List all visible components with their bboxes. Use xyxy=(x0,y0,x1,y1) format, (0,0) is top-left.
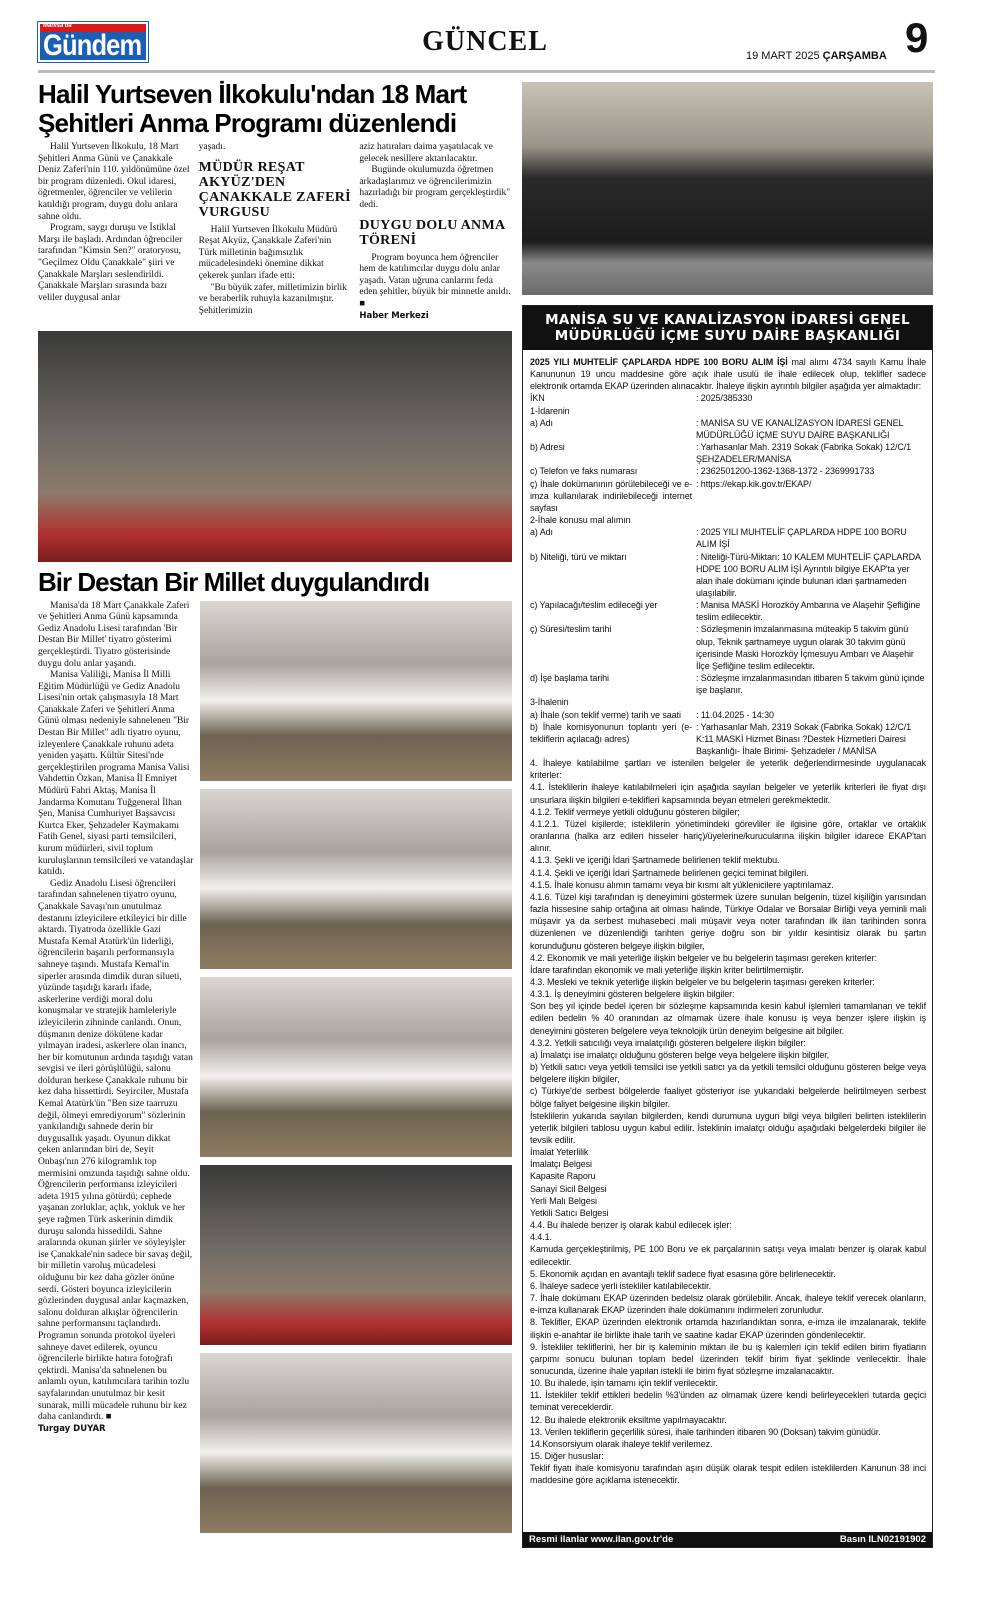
paragraph: yaşadı. xyxy=(198,142,226,152)
tender-clause: İmalatçı Belgesi xyxy=(530,1159,592,1170)
article1-body xyxy=(38,142,512,321)
field-value: : Yarhasanlar Mah. 2319 Sokak (Fabrika Sokak) 12/C/1 ŞEHZADELER/MANİSA xyxy=(696,442,912,465)
paragraph: Bugünde okulumuzda öğretmen arkadaşlarımız ve öğrencilerimizin hazırladığı bir program gerçekleştirdik" dedi. xyxy=(359,165,511,210)
field-label: b) İhale komisyonunun toplantı yeri (e-tekliflerin açılacağı adres) xyxy=(530,721,692,744)
tender-field-row xyxy=(530,672,926,696)
field-label: ç) Süresi/teslim tarihi xyxy=(530,624,612,635)
right-area xyxy=(522,82,933,1548)
tender-clause: Sanayi Sicil Belgesi xyxy=(530,1183,607,1194)
paragraph: Halil Yurtseven İlkokulu Müdürü Reşat Akyüz, Çanakkale Zaferi'nin Türk milletinin bağımsızlık mücadelesindeki önemine dikkat çekerek şunları ifade etti: xyxy=(198,224,338,281)
field-label: 1-İdarenin xyxy=(530,405,570,416)
field-label: ç) İhale dokümanının görülebileceği ve e-imza kullanılarak indirilebileceği internet sayfası xyxy=(530,478,692,513)
tender-field-row xyxy=(530,721,926,757)
field-label: 2-İhale konusu mal alımın xyxy=(530,515,631,526)
tender-clause: Teklif fiyatı ihale komisyonu tarafından aşırı düşük olarak tespit edilen isteklilerden Kanunun 38 inci maddesine göre açıklama istenecektir. xyxy=(530,1463,926,1486)
play-photo-5 xyxy=(200,1353,512,1533)
tender-clause: 4.1.5. İhale konusu alımın tamamı veya bir kısmı alt yüklenicilere yaptırılamaz. xyxy=(530,879,834,890)
tender-field-row xyxy=(530,405,926,417)
tender-clause: 4.4. Bu ihalede benzer iş olarak kabul edilecek işler: xyxy=(530,1220,732,1231)
field-value: : 2025/385330 xyxy=(696,393,753,404)
paragraph: Manisa'da 18 Mart Çanakkale Zaferi ve Şehitleri Anma Günü kapsamında Gediz Anadolu Lisesi tarafından 'Bir Destan Bir Millet' tiyatro gösterimi gerçekleştirdi. Tiyatro gösterisinde duygu dolu anlar yaşandı. xyxy=(38,600,190,669)
tender-clause: a) İmalatçı ise imalatçı olduğunu gösteren belge veya belgelere ilişkin bilgiler, xyxy=(530,1049,830,1060)
tender-clause: İmalat Yeterlilik xyxy=(530,1147,589,1158)
tender-clause: 4.3. Mesleki ve teknik yeterliğe ilişkin belgeler ve bu belgelerin taşıması gereken kriterler: xyxy=(530,976,875,987)
tender-clause: Kapasite Raporu xyxy=(530,1171,596,1182)
tender-clause: 11. İstekliler teklif ettikleri bedelin %3'ünden az olmamak üzere kendi belirleyecekleri tutarda geçici teminat vereceklerdir. xyxy=(530,1390,926,1413)
play-photo-3 xyxy=(200,977,512,1157)
tender-subject: 2025 YILI MUHTELİF ÇAPLARDA HDPE 100 BORU ALIM İŞİ xyxy=(530,357,788,367)
school-group-photo xyxy=(522,82,933,295)
field-value: : Yarhasanlar Mah. 2319 Sokak (Fabrika Sokak) 12/C/1 K:11 MASKİ Hizmet Binası ?Destek Hizmetleri Dairesi Başkanlığı- İhale Birimi- Şehzadeler / MANİSA xyxy=(696,721,912,756)
tender-field-row xyxy=(530,514,926,526)
subheading: MÜDÜR REŞAT AKYÜZ'DEN ÇANAKKALE ZAFERİ VURGUSU xyxy=(198,159,351,220)
tender-clause: c) Türkiye'de serbest bölgelerde faaliyet gösteriyor ise yukarıdaki belgelerde belirtilmeyen serbest bölge faliyet belgesine ilişkin bilgiler. xyxy=(530,1086,926,1109)
page-number: 9 xyxy=(905,14,929,61)
tender-field-row xyxy=(530,441,926,465)
tender-clause: 10. Bu ihalede, işin tamamı için teklif verilecektir. xyxy=(530,1378,718,1389)
tender-clause: 4.1.2.1. Tüzel kişilerde; isteklilerin yönetimindeki görevliler ile ilgisine göre, ortaklar ve ortaklık oranlarına (halka arz edilen hisseler hariç)/üyelerine/kurucularına ilişkin bilgiler idarece EKAP'tan alınır. xyxy=(530,818,926,854)
paragraph: Program, saygı duruşu ve İstiklal Marşı ile başladı. Ardından öğrenciler tarafından "Kimsin Sen?" oratoryosu, "Geçilmez Oldu Çanakkale" şiiri ve Çanakkale Marşları seslendirildi. Çanakkale Marşları sırasında bazı veliler duygusal anlar xyxy=(38,223,183,303)
tender-field-row xyxy=(530,417,926,441)
field-label: b) Niteliği, türü ve miktarı xyxy=(530,551,627,562)
byline: Turgay DUYAR xyxy=(38,1423,106,1434)
tender-clause: 15. Diğer hususlar: xyxy=(530,1451,604,1462)
tender-body xyxy=(523,350,932,1532)
field-value: : 11.04.2025 - 14:30 xyxy=(696,709,774,720)
field-label: d) İşe başlama tarihi xyxy=(530,673,609,684)
paragraph: Manisa Valiliği, Manisa İl Milli Eğitim Müdürlüğü ve Gediz Anadolu Lisesi'nin ortak çalışmasıyla 18 Mart Çanakkale Zaferi ve Şehitleri Anma Günü olması nedeniyle sahnelenen "Bir Destan Bir Millet" adlı tiyatro oyunu, izleyenlere Çanakkale ruhunu adeta yeniden yaşattı. Kültür Sitesi'nde gerçekleştirilen programa Manisa Valisi Vahdettin Özkan, Manisa İl Emniyet Müdürü Fahri Aktaş, Manisa İl Jandarma Komutanı Tuğgeneral İlhan Şen, Manisa Cumhuriyet Başsavcısı Kurtca Eker, Şehzadeler Kaymakamı Fatih Genel, siyasi parti temsilcileri, kurum müdürleri, sivil toplum kuruluşlarının temsilcileri ve vatandaşlar katıldı. xyxy=(38,670,194,878)
tender-field-row xyxy=(530,696,926,708)
tender-clause: 4.1.4. Şekli ve içeriği İdari Şartnamede belirlenen geçici teminat bilgileri. xyxy=(530,867,809,878)
intro-text: mal alımı 4734 sayılı Kamu İhale Kanununun 19 uncu maddesine göre açık ihale usulü ile ihale edilecek olup, teklifler sadece elektronik ortamda EKAP üzerinden alınacaktır. İhaleye ilişkin ayrıntılı bilgiler aşağıda yer almaktadır: xyxy=(530,357,926,392)
ad-code: Basın ILN02191902 xyxy=(839,1534,926,1545)
article1-column-3 xyxy=(359,142,512,321)
field-label: 3-İhalenin xyxy=(530,697,569,708)
tender-clause: 8. Teklifler, EKAP üzerinden elektronik ortamda hazırlandıktan sonra, e-imza ile imzalanarak, teklife ilişkin e-anahtar ile birlikte ihale tarih ve saatine kadar EKAP üzerinden gönderilecektir. xyxy=(530,1317,926,1340)
tender-clause: 4.2. Ekonomik ve mali yeterliğe ilişkin belgeler ve bu belgelerin taşıması gereken kriterler: xyxy=(530,952,877,963)
tender-clause: 4.1.2. Teklif vermeye yetkili olduğunu gösteren bilgiler; xyxy=(530,806,740,817)
tender-clause: Yerli Malı Belgesi xyxy=(530,1195,597,1206)
paragraph: aziz hatıraları daima yaşatılacak ve gelecek nesillere aktarılacaktır. xyxy=(359,142,493,164)
logo-title: Gündem xyxy=(43,29,142,62)
field-label: c) Telefon ve faks numarası xyxy=(530,466,638,477)
field-value xyxy=(696,514,926,526)
field-value: : MANİSA SU VE KANALİZASYON İDARESİ GENEL MÜDÜRLÜĞÜ İÇME SUYU DAİRE BAŞKANLIĞI xyxy=(696,417,904,440)
tender-clause: 4.3.2. Yetkili satıcılığı veya imalatçılığı gösteren belgelere ilişkin bilgiler: xyxy=(530,1037,806,1048)
tender-clause: 12. Bu ihalede elektronik eksiltme yapılmayacaktır. xyxy=(530,1414,727,1425)
article1-headline: Halil Yurtseven İlkokulu'ndan 18 Mart Şehitleri Anma Programı düzenlendi xyxy=(38,79,467,138)
tender-clause: 4.4.1. xyxy=(530,1232,552,1243)
article1-column-1 xyxy=(38,142,191,321)
tender-field-row xyxy=(530,599,926,623)
left-news-area xyxy=(38,80,512,1533)
newspaper-logo xyxy=(38,22,148,62)
field-label: İKN xyxy=(530,393,545,404)
field-value: : Niteliği-Türü-Miktarı: 10 KALEM MUHTELİF ÇAPLARDA HDPE 100 BORU ALIM İŞİ Ayrıntılı bilgiye EKAP'ta yer alan ihale dokümanı içinde bulunan idari şartnameden ulaşılabilir. xyxy=(696,551,921,598)
tender-clause: 4.1. İsteklilerin ihaleye katılabilmeleri için aşağıda sayılan belgeler ve yeterlik kriterleri ile fiyat dışı unsurlara ilişkin bilgileri e-teklifleri kapsamında beyan etmeleri gerekmektedir. xyxy=(530,782,926,805)
play-photo-4 xyxy=(200,1165,512,1345)
field-label: a) İhale (son teklif verme) tarih ve saati xyxy=(530,709,681,720)
tender-announcement xyxy=(522,305,933,1548)
logo-subtitle: Manisa'da xyxy=(43,23,72,29)
field-value xyxy=(696,405,926,417)
official-ads-link[interactable]: Resmi ilanlar www.ilan.gov.tr'de xyxy=(529,1534,674,1545)
tender-footer xyxy=(523,1532,932,1547)
article1-column-2 xyxy=(199,142,352,321)
tender-clause: b) Yetkili satıcı veya yetkili temsilci ise yetkili satıcı ya da yetkili temsilci olduğunu gösteren belge veya belgelere ilişkin bilgiler, xyxy=(530,1062,926,1085)
tender-clause: İdare tarafından ekonomik ve mali yeterliğe ilişkin kriter belirtilmemiştir. xyxy=(530,964,804,975)
tender-title: MANİSA SU VE KANALİZASYON İDARESİ GENEL MÜDÜRLÜĞÜ İÇME SUYU DAİRE BAŞKANLIĞI xyxy=(523,306,932,350)
tender-intro xyxy=(530,356,926,392)
article2-body xyxy=(38,601,512,1533)
field-value: : Sözleşme imzalanmasından itibaren 5 takvim günü içinde işe başlanır. xyxy=(696,673,925,696)
header-divider xyxy=(38,70,935,73)
play-photo-1 xyxy=(200,601,512,781)
tender-field-row xyxy=(530,623,926,672)
play-photos xyxy=(200,601,512,1533)
tender-fields xyxy=(530,392,926,757)
tender-field-row xyxy=(530,465,926,477)
tender-field-row xyxy=(530,709,926,721)
stage-performance-photo xyxy=(38,331,512,562)
paragraph: Program boyunca hem öğrenciler hem de katılımcılar duygu dolu anlar yaşadı. Vatan uğruna canlarını feda eden şehitler, büyük bir minnetle anıldı. ■ xyxy=(359,252,511,309)
field-value: : 2025 YILI MUHTELİF ÇAPLARDA HDPE 100 BORU ALIM İŞİ xyxy=(696,527,907,550)
tender-field-row xyxy=(530,526,926,550)
field-value xyxy=(696,696,926,708)
byline: Haber Merkezi xyxy=(359,310,429,321)
tender-clause: 9. İstekliler tekliflerini, her bir iş kaleminin miktarı ile bu iş kalemleri için teklif edilen birim fiyatların çarpımı sonucu bulunan toplam bedel üzerinden teklif birim fiyat şeklinde verilecektir. İhale sonucunda, üzerine ihale yapılan istekli ile birim fiyat sözleşme imzalanacaktır. xyxy=(530,1341,926,1376)
tender-clause: 4.1.3. Şekli ve içeriği İdari Şartnamede belirlenen teklif mektubu. xyxy=(530,855,780,866)
tender-field-row xyxy=(530,478,926,514)
field-value: : Manisa MASKİ Horozköy Ambarına ve Alaşehir Şefliğine teslim edilecektir. xyxy=(696,600,921,623)
tender-clause: 4. İhaleye katılabilme şartları ve istenilen belgeler ile yeterlik değerlendirmesinde uygulanacak kriterler: xyxy=(530,758,926,781)
tender-clause: 14.Konsorsiyum olarak ihaleye teklif verilemez. xyxy=(530,1438,713,1449)
tender-clause: Son beş yıl içinde bedel içeren bir sözleşme kapsamında kesin kabul işlemleri tamamlanan ve teklif edilen bedelin % 40 oranından az olmamak üzere ihale konusu iş veya benzer işlere ilişkin iş deneyimini gösteren belgelere veya teknolojik ürün deneyim belgesine ait bilgiler. xyxy=(530,1001,926,1036)
subheading: DUYGU DOLU ANMA TÖRENİ xyxy=(359,217,505,248)
paragraph: "Bu büyük zafer, milletimizin birlik ve beraberlik ruhuyla kazanılmıştır. Şehitlerimizin xyxy=(198,282,347,316)
field-label: c) Yapılacağı/teslim edileceği yer xyxy=(530,600,658,611)
article2-headline: Bir Destan Bir Millet duygulandırdı xyxy=(38,566,430,597)
weekday-text: ÇARŞAMBA xyxy=(822,50,887,62)
tender-clause: İsteklilerin yukarıda sayılan bilgilerden, kendi durumuna uygun bilgi veya bilgileri belirten isteklilerin yeterlik bilgileri tablosu uygun kabul edilir. İsteklinin imalatçı olduğu aşağıdaki belgelerdeki bilgiler ile tevsik edilir. xyxy=(530,1110,926,1145)
tender-clause: 4.1.6. Tüzel kişi tarafından iş deneyimini göstermek üzere sunulan belgenin, tüzel kişiliğin yarısından fazla hissesine sahip ortağına ait olması halinde, Türkiye Odalar ve Borsalar Birliği veya yeminli mali müşavir ya da serbest muhasebeci mali müşavir veya noter tarafından ilk ilan tarihinden sonra düzenlenen ve düzenlendiği tarihten geriye doğru son bir yıldır kesintisiz olarak bu şartın korunduğunu gösteren belgeye ilişkin bilgiler, xyxy=(530,891,926,951)
tender-clause: 13. Verilen tekliflerin geçerlilik süresi, ihale tarihinden itibaren 90 (Doksan) takvim günüdür. xyxy=(530,1426,881,1437)
tender-field-row xyxy=(530,392,926,404)
field-label: a) Adı xyxy=(530,417,553,428)
field-label: a) Adı xyxy=(530,527,553,538)
article2-column xyxy=(38,601,194,1533)
field-value: : https://ekap.kik.gov.tr/EKAP/ xyxy=(696,478,812,489)
tender-clause: Yetkili Satıcı Belgesi xyxy=(530,1207,609,1218)
issue-date xyxy=(746,50,887,62)
tender-clause: 5. Ekonomik açıdan en avantajlı teklif sadece fiyat esasına göre belirlenecektir. xyxy=(530,1268,836,1279)
paragraph: Gediz Anadolu Lisesi öğrencileri tarafından sahnelenen tiyatro oyunu, Çanakkale Savaşı'nın unutulmaz destanını izleyicilere etkileyici bir dille aktardı. Tiyatroda özellikle Gazi Mustafa Kemal Atatürk'ün liderliği, öğrencilerin başarılı performansıyla sahneye taşındı. Mustafa Kemal'in siperler arasında dimdik duran silueti, yüzünde taşıdığı kararlı ifade, askerlerine verdiği moral dolu konuşmalar ve stratejik hamleleriyle izleyicilerin zihninde canlandı. Onun, düşmanın denize dökülene kadar yılmayan iradesi, askerlere olan inancı, her bir komutunun ardında taşıdığı vatan sevgisi ve ileri görüşlülüğü, salonu dolduran herkese Çanakkale ruhunu bir kez daha hissettirdi. Seyirciler, Mustafa Kemal Atatürk'ün "Ben size taarruzu değil, ölmeyi emrediyorum" sözlerinin yankılandığı sahnede derin bir duygusallık yaşadı. Oyunun dikkat çeken anlarından biri de, Seyit Onbaşı'nın 276 kilogramlık top mermisini omzunda taşıdığı sahne oldu. Öğrencilerin performansı izleyicileri adeta 1915 yılına götürdü; cephede yaşanan zorluklar, açlık, yokluk ve her şeye rağmen Türk askerinin dimdik duruşu salonda hissedildi. Sahne aralarında okunan şiirler ve söyleyişler ise Çanakkale'nin sadece bir savaş değil, bir milletin varoluş mücadelesi olduğunu bir kez daha gözler önüne serdi. Gösteri boyunca izleyicilerin gözlerinden duygusal anlar kaçmazken, salonu dolduran alkışlar öğrencilerin sahne performansını taçlandırdı. Programın sonunda protokol üyeleri sahneye davet edilerek, oyuncu öğrencilerle birlikte hatıra fotoğrafı çektirdi. Manisa'da sahnelenen bu anlamlı oyun, katılımcılara tarihin tozlu sayfalarından unutulmaz bir kesit sunarak, milli mücadele ruhunu bir kez daha canlandırdı. ■ xyxy=(38,878,193,1423)
paragraph: Halil Yurtseven İlkokulu, 18 Mart Şehitleri Anma Günü ve Çanakkale Deniz Zaferi'nin 110. yıldönümüne özel bir program düzenledi. Okul idaresi, öğretmenler, öğrenciler ve velilerin katıldığı program, duygu dolu anlara sahne oldu. xyxy=(38,142,190,222)
play-photo-2 xyxy=(200,789,512,969)
tender-field-row xyxy=(530,551,926,600)
tender-clauses xyxy=(530,757,926,1486)
section-title: GÜNCEL xyxy=(422,26,548,57)
field-value: : Sözleşmenin imzalanmasına müteakip 5 takvim günü olup, Teknik şartnameye uygun olarak 30 takvim günü içerisinde Maski Horozköy İçmesuyu Ambarı ve Alaşehir İlçe Şefliğine teslim edilecektir. xyxy=(696,624,914,671)
tender-clause: 6. İhaleye sadece yerli istekliler katılabilecektir. xyxy=(530,1280,711,1291)
date-text: 19 MART 2025 xyxy=(746,50,820,62)
field-label: b) Adresi xyxy=(530,442,565,453)
tender-clause: 7. İhale dokümanı EKAP üzerinden bedelsiz olarak görülebilir. Ancak, ihaleye teklif verecek olanların, e-imza kullanarak EKAP üzerinden ihale dokümanını indirmeleri zorunludur. xyxy=(530,1293,926,1316)
tender-clause: Kamuda gerçekleştirilmiş, PE 100 Boru ve ek parçalarının satışı veya imalatı benzer iş olarak kabul edilecektir. xyxy=(530,1244,926,1267)
tender-clause: 4.3.1. İş deneyimini gösteren belgelere ilişkin bilgiler: xyxy=(530,989,735,1000)
field-value: : 2362501200-1362-1368-1372 - 2369991733 xyxy=(696,466,875,477)
